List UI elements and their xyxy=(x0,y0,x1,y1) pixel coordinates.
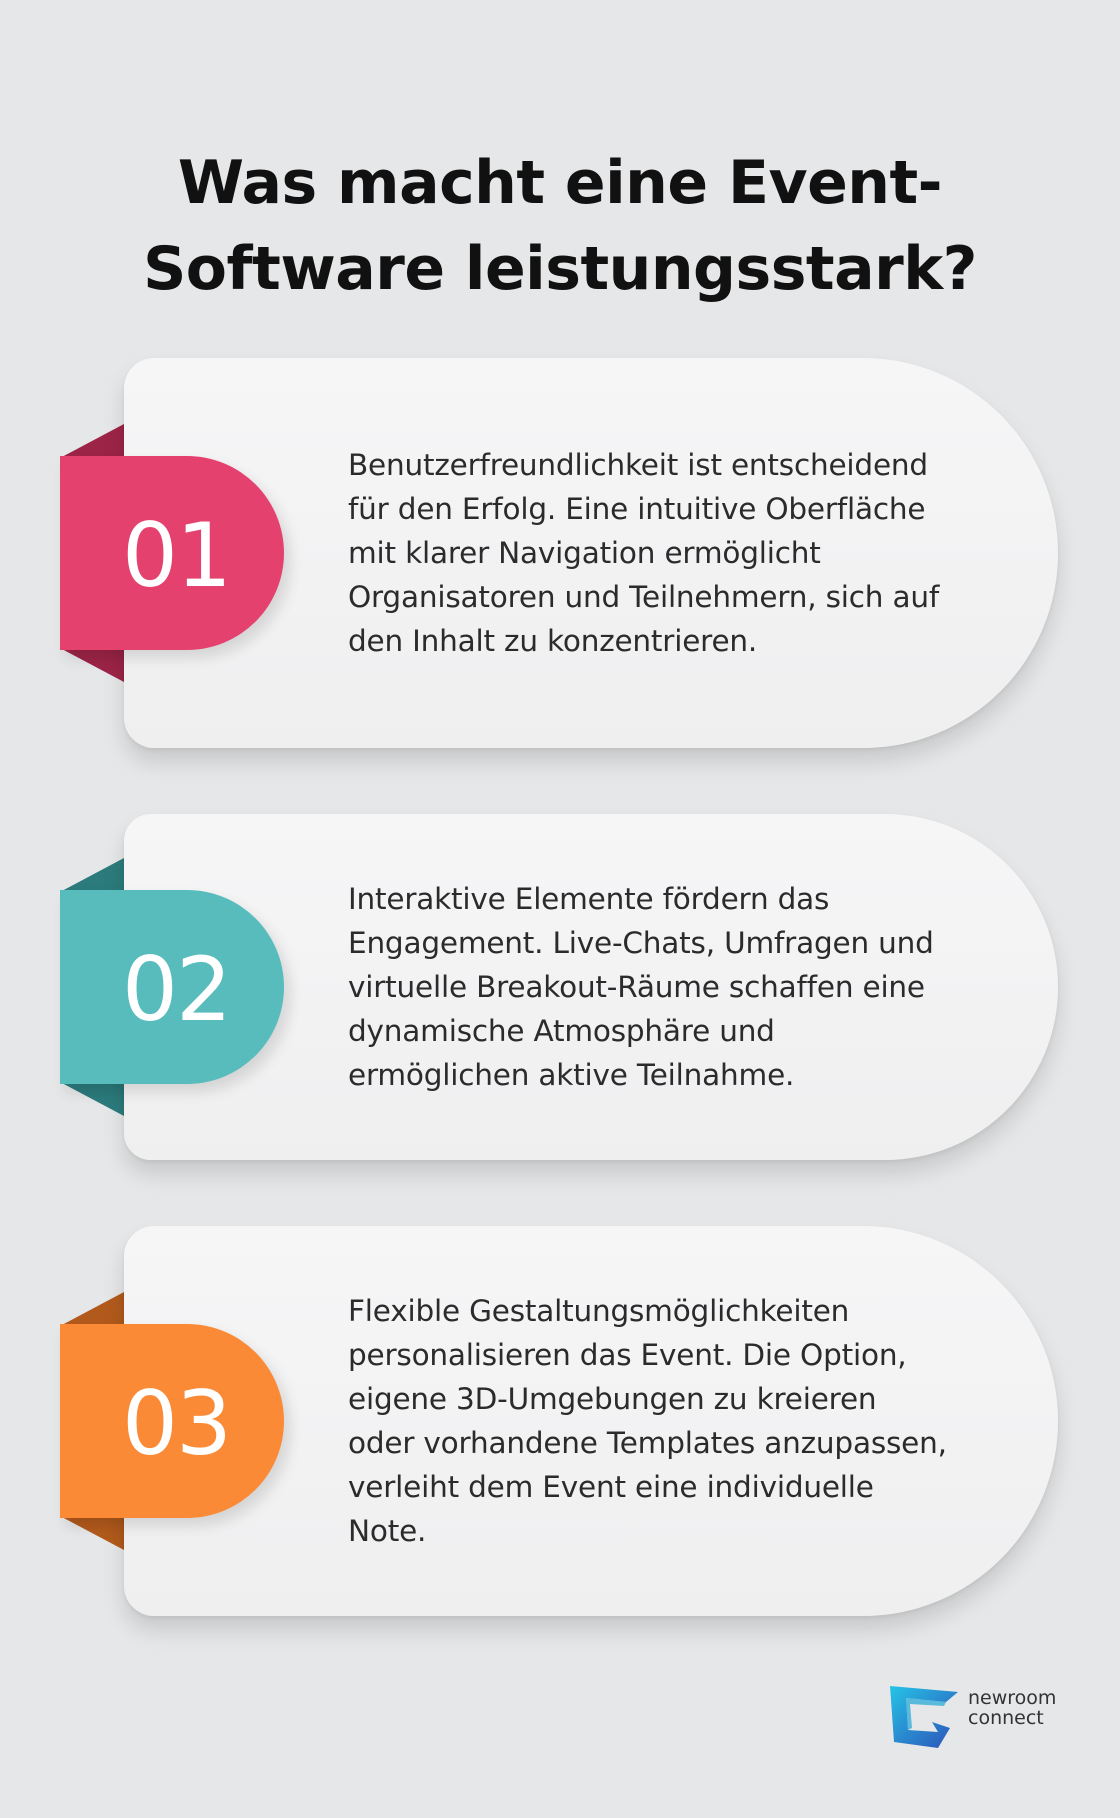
item-description: Benutzerfreundlichkeit ist entscheidend für den Erfolg. Eine intuitive Oberfläche mit klarer Navigation ermöglicht Organisatoren und Teilnehmern, sich auf den Inhalt zu konzentrieren. xyxy=(348,448,940,658)
ribbon-fold-bottom xyxy=(60,1082,124,1116)
ribbon-fold-bottom xyxy=(60,648,124,682)
ribbon-fold-top xyxy=(60,1292,124,1326)
number-badge xyxy=(60,890,284,1084)
item-description: Flexible Gestaltungsmöglichkeiten personalisieren das Event. Die Option, eigene 3D-Umgebungen zu kreieren oder vorhandene Templates anzupassen, verleiht dem Event eine individuelle Note. xyxy=(348,1294,947,1548)
page-title-line-1: Was macht eine Event- xyxy=(177,148,943,219)
item-number: 02 xyxy=(122,937,230,1041)
logo-text-line-1: newroom xyxy=(968,1687,1057,1709)
page-title xyxy=(0,140,1120,312)
newroom-connect-logo xyxy=(886,1682,1056,1752)
logo-text-line-2: connect xyxy=(968,1707,1044,1729)
ribbon-fold-top xyxy=(60,424,124,458)
page-title-line-2: Software leistungsstark? xyxy=(143,234,977,305)
number-badge xyxy=(60,1324,284,1518)
number-badge xyxy=(60,456,284,650)
ribbon-fold-top xyxy=(60,858,124,892)
item-number: 01 xyxy=(122,503,230,607)
item-number: 03 xyxy=(122,1371,230,1475)
ribbon-fold-bottom xyxy=(60,1516,124,1550)
item-description: Interaktive Elemente fördern das Engagement. Live-Chats, Umfragen und virtuelle Breakout-Räume schaffen eine dynamische Atmosphäre und ermöglichen aktive Teilnahme. xyxy=(348,882,934,1092)
newroom-connect-logo-icon xyxy=(886,1682,962,1752)
